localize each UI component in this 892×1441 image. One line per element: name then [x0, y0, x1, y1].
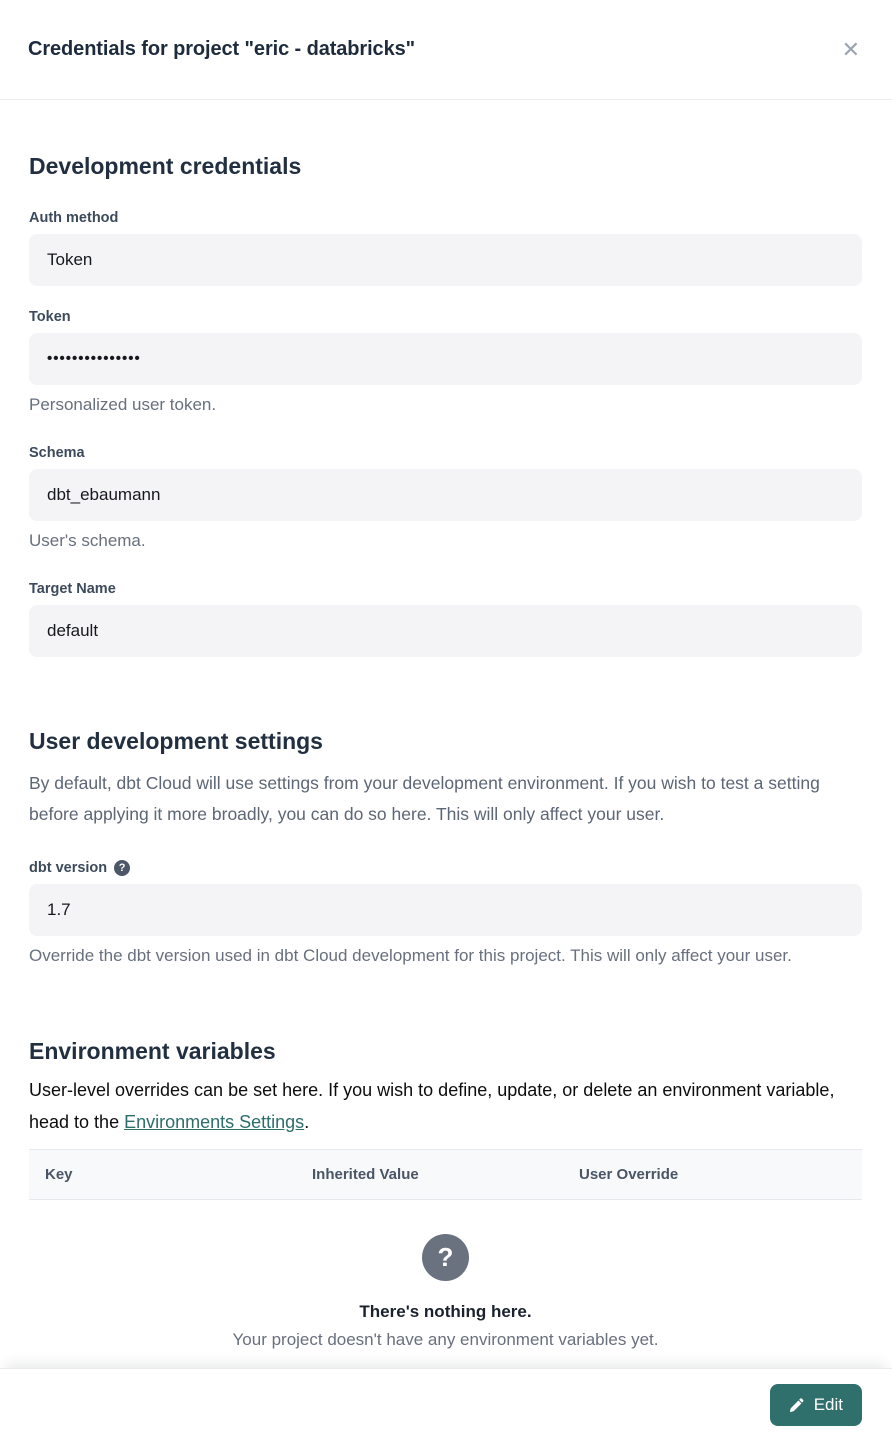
- close-icon: ✕: [841, 36, 860, 62]
- environment-variables-heading: Environment variables: [29, 1037, 276, 1064]
- token-label: Token: [29, 308, 71, 325]
- close-button[interactable]: [838, 35, 864, 65]
- auth-method-input[interactable]: [29, 234, 862, 286]
- empty-state-subtitle: Your project doesn't have any environment variables yet.: [232, 1329, 659, 1349]
- schema-input[interactable]: [29, 469, 862, 521]
- environment-variables-table: [29, 1149, 862, 1350]
- dbt-version-label: dbt version: [29, 859, 108, 876]
- column-header-inherited-value: Inherited Value: [312, 1165, 419, 1183]
- pencil-icon: [789, 1398, 804, 1413]
- auth-method-label: Auth method: [29, 209, 119, 226]
- token-input[interactable]: [29, 333, 862, 385]
- column-header-user-override: User Override: [579, 1165, 679, 1183]
- empty-state-title: There's nothing here.: [359, 1301, 532, 1321]
- schema-label: Schema: [29, 444, 85, 461]
- modal-content: [0, 152, 892, 1385]
- edit-button[interactable]: [770, 1384, 862, 1426]
- user-development-settings-description: By default, dbt Cloud will use settings from your development environment. If you wish to test a setting before applying it more broadly, you can do so here. This will only affect your user.: [29, 772, 820, 824]
- env-description-before-link: User-level overrides can be set here. If you wish to define, update, or delete an environment variable, head to the: [29, 1079, 835, 1132]
- target-name-input[interactable]: [29, 605, 862, 657]
- environment-variables-description: [29, 1074, 862, 1138]
- user-development-settings-heading: User development settings: [29, 727, 323, 754]
- dbt-version-helper-text: Override the dbt version used in dbt Cloud development for this project. This will only affect your user.: [29, 945, 792, 965]
- empty-state: [29, 1234, 862, 1350]
- column-header-key: Key: [45, 1165, 73, 1183]
- help-icon[interactable]: ?: [114, 860, 130, 876]
- dbt-version-input[interactable]: [29, 884, 862, 936]
- development-credentials-heading: Development credentials: [29, 153, 302, 179]
- env-description-after-link: .: [304, 1111, 310, 1132]
- schema-helper-text: User's schema.: [29, 530, 146, 550]
- table-header-row: [29, 1150, 862, 1200]
- edit-button-label: Edit: [813, 1395, 843, 1414]
- modal-header: [0, 0, 892, 100]
- token-helper-text: Personalized user token.: [29, 394, 217, 414]
- modal-title: Credentials for project "eric - databricks": [28, 38, 416, 60]
- modal-footer: [0, 1368, 892, 1441]
- dbt-version-label-row: [29, 860, 862, 876]
- environments-settings-link[interactable]: Environments Settings: [124, 1111, 305, 1132]
- question-circle-icon: ?: [422, 1234, 469, 1281]
- target-name-label: Target Name: [29, 580, 116, 597]
